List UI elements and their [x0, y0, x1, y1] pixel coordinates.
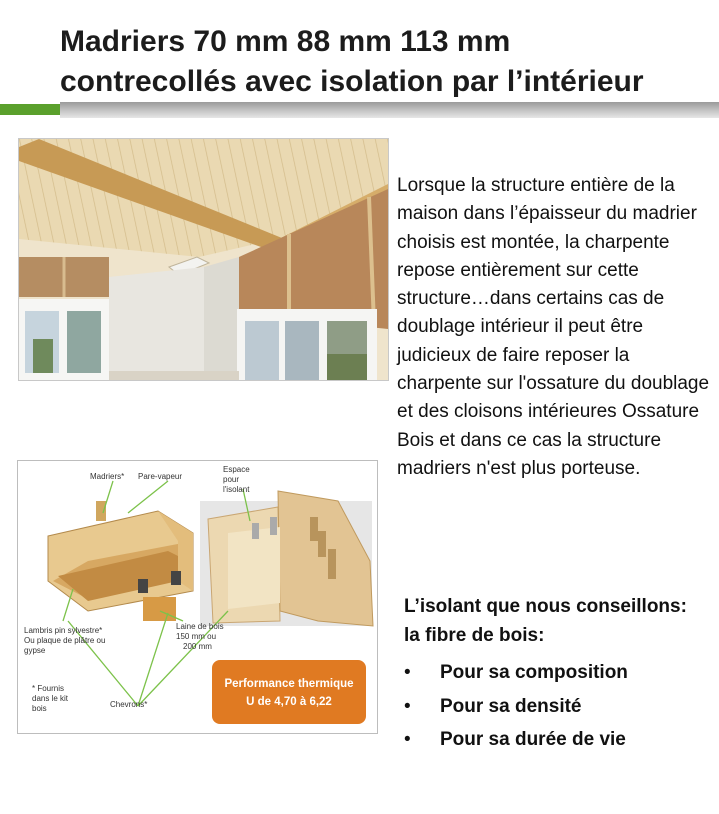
bullet-text: Pour sa densité: [440, 695, 582, 717]
title-divider: [0, 102, 719, 116]
label-pare-vapeur: Pare-vapeur: [138, 472, 183, 481]
label-espace-line2: pour: [223, 475, 240, 484]
bullet-icon: •: [404, 729, 411, 750]
label-laine-line1: Laine de bois: [176, 622, 224, 631]
bullet-icon: •: [404, 662, 411, 683]
bullet-text: Pour sa composition: [440, 662, 628, 683]
interior-photo-drawing: [19, 139, 388, 380]
divider-grey-bar: [60, 102, 719, 118]
list-item: [404, 656, 628, 690]
label-chevrons: Chevrons*: [110, 700, 148, 709]
performance-box: [212, 660, 366, 724]
label-lambris-line1: Lambris pin sylvestre*: [24, 626, 103, 635]
label-espace-line3: l'isolant: [223, 485, 250, 494]
insulation-diagram-drawing: [18, 461, 377, 733]
insulation-diagram: [17, 460, 378, 734]
bullet-icon: •: [404, 695, 411, 717]
label-fournis-line1: * Fournis: [32, 684, 65, 693]
label-fournis-line2: dans le kit: [32, 694, 69, 703]
isolant-bullet-list: [404, 656, 628, 757]
isolant-heading: L’isolant que nous conseillons: la fibre de bois:: [404, 596, 687, 646]
label-fournis-line3: bois: [32, 704, 47, 713]
label-espace-line1: Espace: [223, 465, 250, 474]
page-title: [60, 22, 710, 102]
label-laine-line2: 150 mm ou: [176, 632, 217, 641]
list-item: [404, 723, 628, 757]
performance-title: Performance thermique: [224, 678, 354, 690]
title-line-2: contrecollés avec isolation par l’intérieur: [60, 65, 644, 98]
divider-green-accent: [0, 104, 60, 115]
list-item: [404, 690, 628, 724]
performance-value: U de 4,70 à 6,22: [246, 696, 332, 708]
label-laine-line3: 200 mm: [183, 642, 212, 651]
title-line-1: Madriers 70 mm 88 mm 113 mm: [60, 25, 511, 58]
bullet-text: Pour sa durée de vie: [440, 729, 626, 750]
interior-photo: [18, 138, 389, 381]
label-madriers: Madriers*: [90, 472, 125, 481]
description-paragraph: Lorsque la structure entière de la maison dans l’épaisseur du madrier choisis est montée, la charpente repose entièrement sur cette structure…dans certains cas de doublage intérieur il peut être judicieux de faire reposer la charpente sur l'ossature du doublage et des cloisons intérieures Ossature Bois et dans ce cas la structure madriers n'est plus porteuse.: [397, 175, 710, 479]
label-lambris-line3: gypse: [24, 646, 46, 655]
label-lambris-line2: Ou plaque de plâtre ou: [24, 636, 106, 645]
